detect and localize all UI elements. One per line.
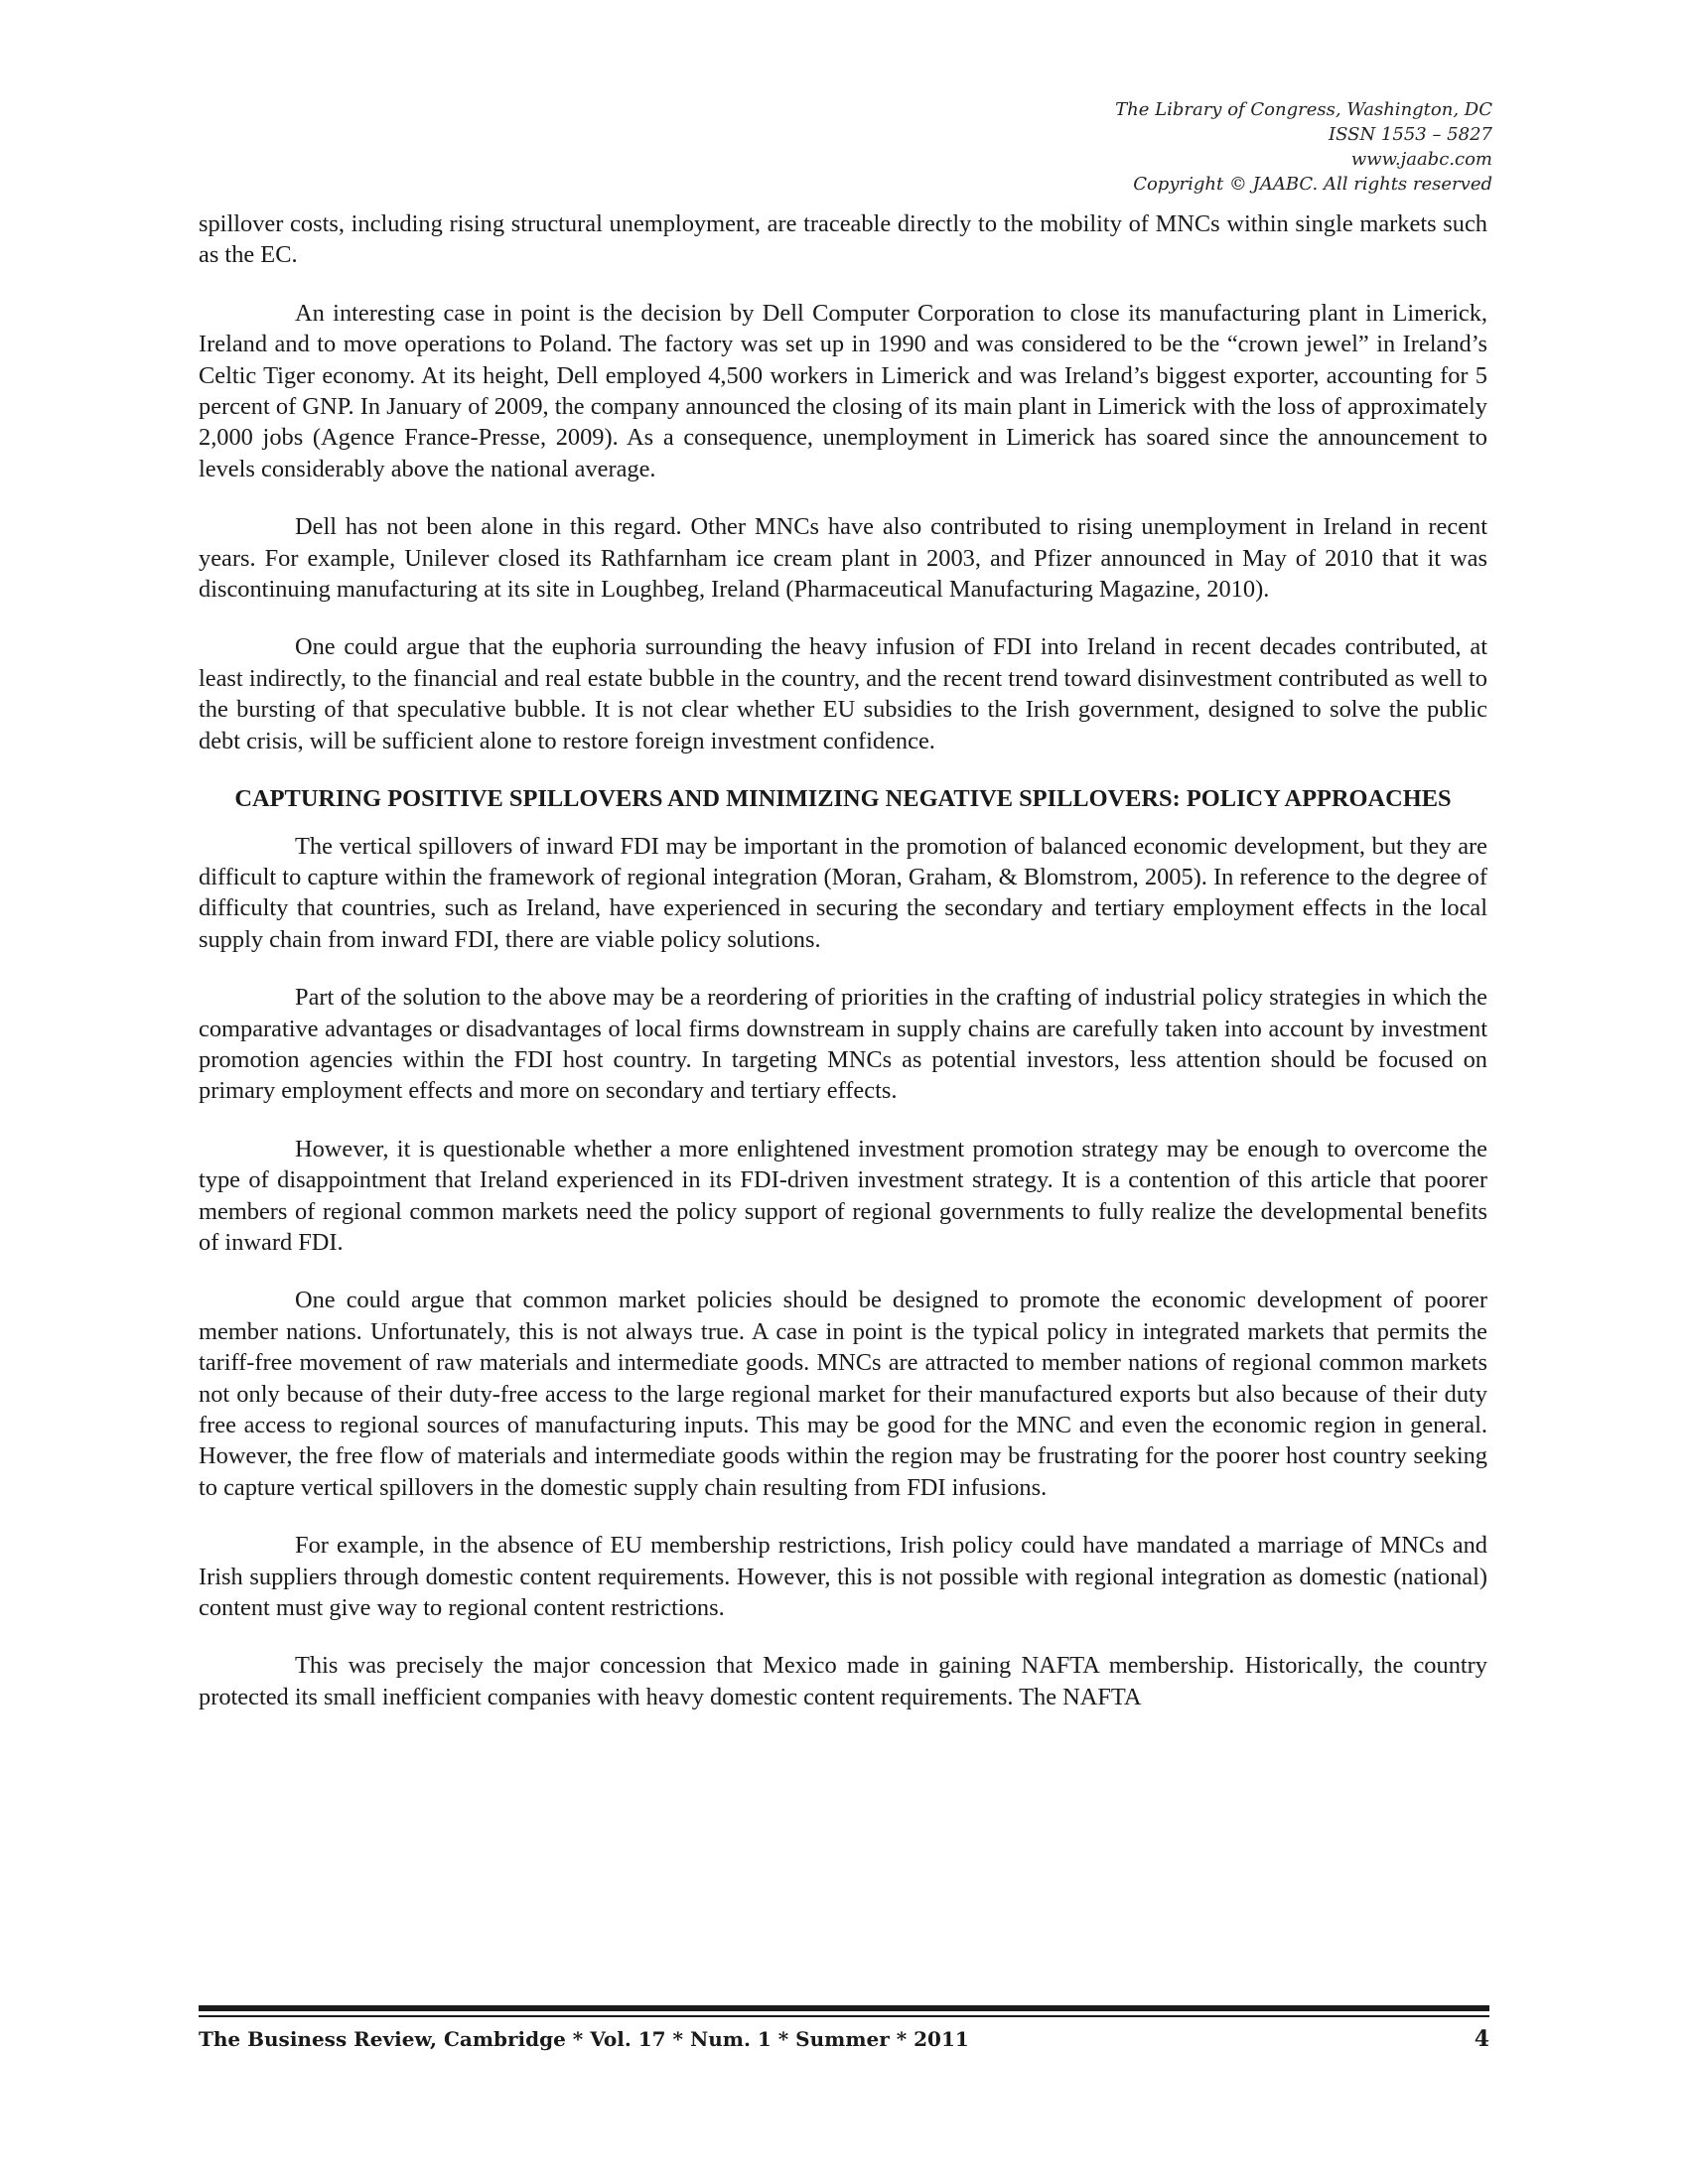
paragraph-eu-restrictions: For example, in the absence of EU membership restrictions, Irish policy could have mandated a marriage of MNCs and Irish suppliers through domestic content requirements. However, this is not possible with regional integration as domestic (national) content must give way to regional content restrictions. — [199, 1532, 1487, 1622]
footer-journal-citation: The Business Review, Cambridge * Vol. 17 * Num. 1 * Summer * 2011 — [199, 2027, 969, 2051]
masthead — [1115, 97, 1492, 197]
paragraph-enlightened-strategy: However, it is questionable whether a more enlightened investment promotion strategy may be enough to overcome the type of disappointment that Ireland experienced in its FDI-driven investment strategy. It is a contention of this article that poorer members of regional common markets need the policy support of regional governments to fully realize the developmental benefits of inward FDI. — [199, 1135, 1487, 1256]
page-number: 4 — [1474, 2026, 1489, 2052]
section-heading: CAPTURING POSITIVE SPILLOVERS AND MINIMIZING NEGATIVE SPILLOVERS: POLICY APPROACHES — [234, 785, 1452, 813]
paragraph-vertical-spillovers: The vertical spillovers of inward FDI may be important in the promotion of balanced economic development, but they are difficult to capture within the framework of regional integration (Moran, Graham, & Blomstrom, 2005). In reference to the degree of difficulty that countries, such as Ireland, have experienced in securing the secondary and tertiary employment effects in the local supply chain from inward FDI, there are viable policy solutions. — [199, 832, 1487, 953]
paragraph-continued: spillover costs, including rising structural unemployment, are traceable directly to the mobility of MNCs within single markets such as the EC. — [199, 210, 1487, 269]
paragraph-dell-case: An interesting case in point is the decision by Dell Computer Corporation to close its manufacturing plant in Limerick, Ireland and to move operations to Poland. The factory was set up in 1990 and was considered to be the “crown jewel” in Ireland’s Celtic Tiger economy. At its height, Dell employed 4,500 workers in Limerick and was Ireland’s biggest exporter, accounting for 5 percent of GNP. In January of 2009, the company announced the closing of its main plant in Limerick with the loss of approximately 2,000 jobs (Agence France-Presse, 2009). As a consequence, unemployment in Limerick has soared since the announcement to levels considerably above the national average. — [199, 299, 1487, 482]
paragraph-mexico-nafta: This was precisely the major concession that Mexico made in gaining NAFTA membership. Historically, the country protected its small inefficient companies with heavy domestic content requirements. The NAFTA — [199, 1652, 1487, 1710]
article-body — [199, 208, 1487, 1739]
masthead-library: The Library of Congress, Washington, DC — [1115, 99, 1492, 120]
paragraph-euphoria: One could argue that the euphoria surrounding the heavy infusion of FDI into Ireland in recent decades contributed, at least indirectly, to the financial and real estate bubble in the country, and the recent trend toward disinvestment contributed as well to the bursting of that speculative bubble. It is not clear whether EU subsidies to the Irish government, designed to solve the public debt crisis, will be sufficient alone to restore foreign investment confidence. — [199, 633, 1487, 754]
paragraph-common-market-policies: One could argue that common market policies should be designed to promote the economic development of poorer member nations. Unfortunately, this is not always true. A case in point is the typical policy in integrated markets that permits the tariff-free movement of raw materials and intermediate goods. MNCs are attracted to member nations of regional common markets not only because of their duty-free access to the large regional market for their manufactured exports but also because of their duty free access to regional sources of manufacturing inputs. This may be good for the MNC and even the economic region in general. However, the free flow of materials and intermediate goods within the region may be frustrating for the poorer host country seeking to capture vertical spillovers in the domestic supply chain resulting from FDI infusions. — [199, 1287, 1487, 1501]
paragraph-reordering-priorities: Part of the solution to the above may be a reordering of priorities in the crafting of industrial policy strategies in which the comparative advantages or disadvantages of local firms downstream in supply chains are carefully taken into account by investment promotion agencies within the FDI host country. In targeting MNCs as potential investors, less attention should be focused on primary employment effects and more on secondary and tertiary effects. — [199, 984, 1487, 1105]
footer-rule-thick — [199, 2005, 1489, 2011]
footer-rule-thin — [199, 2015, 1489, 2017]
masthead-website: www.jaabc.com — [1350, 149, 1492, 170]
masthead-copyright: Copyright © JAABC. All rights reserved — [1133, 174, 1492, 195]
paragraph-other-mncs: Dell has not been alone in this regard. Other MNCs have also contributed to rising unemployment in Ireland in recent years. For example, Unilever closed its Rathfarnham ice cream plant in 2003, and Pfizer announced in May of 2010 that it was discontinuing manufacturing at its site in Loughbeg, Ireland (Pharmaceutical Manufacturing Magazine, 2010). — [199, 513, 1487, 604]
masthead-issn: ISSN 1553 – 5827 — [1329, 124, 1492, 145]
